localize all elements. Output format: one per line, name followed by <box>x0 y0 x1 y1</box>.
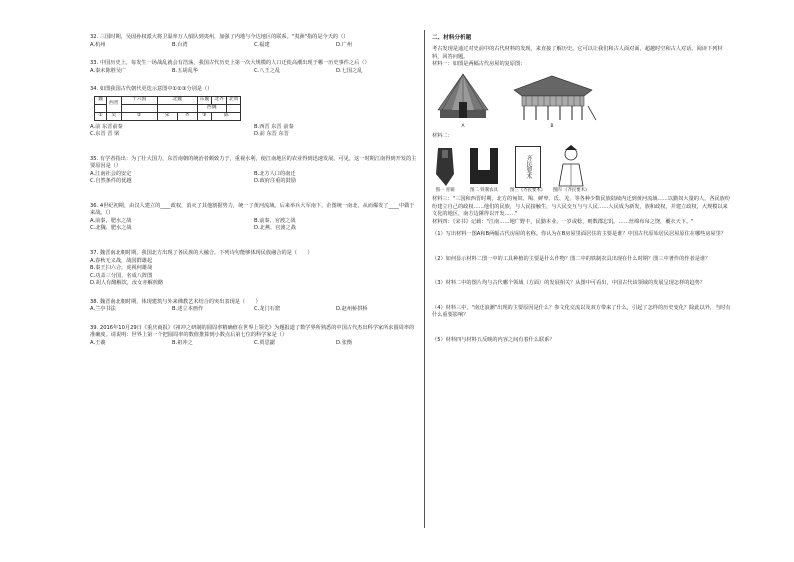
options <box>90 68 418 76</box>
timeline-cell: 魏 <box>95 96 107 104</box>
option-c: C.福建 <box>254 41 270 48</box>
figure-3 <box>510 146 545 194</box>
figure-4 <box>551 144 591 194</box>
timeline-cell <box>226 104 241 112</box>
sub-question-1: （1）写出材料一图A和B两幅古代房屋的名称。你认为在B房屋里面居住的主要是谁？中国古代原始居民居屋原住在哪些房屋里？ <box>432 231 727 238</box>
bronze-tool-icon <box>432 144 458 188</box>
timeline-cell: 陈 <box>212 112 241 120</box>
timeline-cell: 西魏 <box>197 104 226 112</box>
option-a: A.江南社会的安定 <box>90 170 132 177</box>
timeline-cell: ③ <box>197 112 212 120</box>
house-a-figure <box>432 72 494 130</box>
stilt-house-icon <box>504 72 600 124</box>
section-heading: 二、材料分析题 <box>432 35 472 41</box>
material-2-title: 材料二： <box>432 132 453 139</box>
option-b: B.台湾 <box>172 41 188 48</box>
question-34 <box>90 86 418 139</box>
option-c: C.东晋 晋 梁 <box>90 131 120 138</box>
options <box>90 306 418 314</box>
question-text: 38. 魏晋南北朝时期，体现建筑与外来佛教艺术结合的突出表现是（ ） <box>90 298 261 305</box>
option-b: B.述立本画作 <box>172 306 204 313</box>
option-d: D.七国之乱 <box>336 67 363 74</box>
dynasty-timeline-table <box>94 96 241 121</box>
option-b: B.北方人口的南迁 <box>254 170 296 177</box>
figure-caption: B <box>550 124 554 130</box>
timeline-cell: 吴 <box>107 112 122 120</box>
option-d: D.胡人有酪解饮，汝女亦解煎酪 <box>90 280 164 287</box>
option-c: C.自然条件的优越 <box>90 178 132 185</box>
option-a: A.前秦、肥水之战 <box>90 217 132 224</box>
option-d: D.前 东晋 东晋 <box>254 131 289 138</box>
timeline-cell: 东魏 <box>197 96 212 104</box>
timeline-cell: ① <box>95 112 107 120</box>
question-37 <box>90 250 418 288</box>
column-divider <box>424 30 425 528</box>
options <box>90 340 418 348</box>
timeline-cell: 北魏 <box>157 96 197 104</box>
figure-caption: A <box>461 124 465 130</box>
figure-1 <box>432 144 458 194</box>
figure-caption: 图三《齐民要术》 <box>510 187 546 193</box>
question-text: 33. 中国历史上，每发生一场战乱就会有浩荡，我国古代历史上第一次大规模的人口迁徙高潮出现于哪一历史事件之后（） <box>90 60 370 67</box>
option-d: D.赵州桥拱桥 <box>336 306 368 313</box>
figure-2 <box>464 144 504 194</box>
right-column <box>432 34 732 351</box>
material-4: 材料四：《宋书》记载："江南……地广野丰，民勤本业，一岁或稔，则数郡忘饥。……丝绵布帛之饶，覆衣天下。" <box>432 218 694 225</box>
question-35 <box>90 156 418 186</box>
intro-paragraph: 考古发现是通过对史前中的古代材料的发现，来直接了解历史。它可以让我们和古人面对面，超越时空和古人对话。阅读下列材料，回答问题。 <box>432 46 723 60</box>
option-b: B.五胡乱华 <box>172 67 198 74</box>
iron-tool-icon <box>464 144 504 188</box>
house-b-figure <box>504 72 600 130</box>
sub-question-4: （4）材料三中，"南迁浪潮"出现的主要原因是什么？参文化交流以及双方带来了什么，引起了怎样的历史变化？除此以外，当时有什么重要影响？ <box>432 304 731 319</box>
question-text: 39. 2016年10月29日《重庆商报》《祖冲之研制的圆周率精确值在世界上领先》为题报道了数学界所熟悉的中国古代杰出科学家所求圆周率的准确度。请说明：世界上第一个把圆周率的数值推算到小数点后第七位的科学家是（） <box>90 324 415 339</box>
options <box>90 171 418 186</box>
options <box>90 42 418 50</box>
option-d: D.政府注重的鼓励 <box>254 178 296 185</box>
option-a: A.秦末陈胜吴广 <box>90 67 127 74</box>
option-a: A.春秋无义战，战国群雄起 <box>90 257 153 264</box>
timeline-cell: ② <box>121 112 157 120</box>
options <box>90 124 418 139</box>
option-a: A.杭州 <box>90 41 106 48</box>
material-1-images <box>432 71 732 131</box>
material-1-title: 材料一：如图是两幅古代房屋的复原图： <box>432 61 526 68</box>
option-a: A.兰亭书法 <box>90 306 116 313</box>
option-b: B.秦王扫六合，虎视何雄哉 <box>90 265 153 272</box>
options <box>90 258 418 288</box>
question-36 <box>90 203 418 233</box>
option-b: B.祖冲之 <box>172 339 193 346</box>
option-c: C.功盖三分国，名成八阵图 <box>90 272 153 279</box>
question-text: 35. 有学者指出：为了壮大国力，东晋南朝的统治者颇致力于，重视水利，使江南地区的农业得到迅速发展。可见，这一时期江南得到开发的主要原因是（） <box>90 155 417 170</box>
question-text: 32. 三国时期，吴国孙权派大将卫温率万人船队到夷州，加强了内地与今达地区的联系。"夷洲"指的是今天的（） <box>90 34 349 40</box>
timeline-cell: 宋 <box>157 112 177 120</box>
timeline-cell <box>157 104 197 112</box>
figure-caption: 图二 铁制农具 <box>470 187 498 193</box>
question-32 <box>90 34 418 49</box>
option-d: D.广州 <box>336 41 353 48</box>
banpo-house-icon <box>432 72 494 124</box>
option-a: A.前 东晋前秦 <box>90 123 123 130</box>
question-text: 37. 魏晋南北朝时期，我国北方出现了各民族的大融合。下列诗句能够体现民族融合的是（ ） <box>90 249 313 256</box>
option-c: C.贾思勰 <box>254 339 275 346</box>
question-33 <box>90 60 418 75</box>
timeline-cell: 齐 <box>177 112 197 120</box>
timeline-cell <box>95 104 107 112</box>
option-a: A.王羲 <box>90 339 106 346</box>
sub-question-5: （5）材料四与材料五反映的内容之间有着什么联系？ <box>432 337 555 344</box>
timeline-cell: 北齐 <box>212 96 227 104</box>
left-column <box>90 34 418 353</box>
portrait-icon <box>551 144 591 188</box>
timeline-cell: 西晋 <box>107 96 122 112</box>
book-cover: 齐民要术 <box>515 146 541 188</box>
sub-question-3: （3）材料二中的图片均与古代哪个领域（方面）的发展相关？从图中可看出，中国古代该领域的发展呈现怎样的趋势？ <box>432 280 706 287</box>
options <box>90 218 418 233</box>
option-d: D.张衡 <box>336 339 353 346</box>
timeline-cell: 北周 <box>226 96 241 104</box>
question-text: 34. 如图我国古代朝代更迭示意图中①②③分别是（） <box>90 86 213 93</box>
figure-caption: 图一 青铜 <box>435 187 455 193</box>
question-text: 36. 4世纪初期，由汉人建立的____政权，消灭了其他割据势力，统一了黄河流域。后来举兵大军南下，企图统一南北，从而爆发了____中做于来战。（） <box>90 202 415 217</box>
material-3: 材料三："三国和西晋时期，北方的匈奴、羯、鲜卑、氐、羌，等各种少数民族陆续内迁到黄河流域……以勤奴大量的人，各民族纷纷建立自己的政权……他们的民族，与人民接触生，与人民交互与与人民……人民成为新发，族和政权，并建立政权，大规模以来文化的地区，南方边陲得以开发……" <box>432 196 731 218</box>
option-b: B.西晋 东晋 前秦 <box>254 123 294 130</box>
option-c: C.龙门石窟 <box>254 306 281 313</box>
option-c: C.八王之乱 <box>254 67 281 74</box>
figure-caption: 图四 《齐民要术》 <box>552 187 590 193</box>
option-b: B.前秦、官渡之战 <box>254 217 296 224</box>
sub-question-2: （2）如何显示材料二图一中的工具种植的主要是什么作物？图二中的铁制农具出现在什么时期？图三中著作的作者是谁？ <box>432 255 711 262</box>
option-c: C.北魏、肥水之战 <box>90 225 132 232</box>
option-d: D.北燕、官渡之战 <box>254 225 296 232</box>
timeline-cell <box>121 104 157 112</box>
question-39 <box>90 325 418 348</box>
material-2-images <box>432 142 732 194</box>
question-38 <box>90 299 418 314</box>
timeline-cell: 十六国 <box>121 96 157 104</box>
